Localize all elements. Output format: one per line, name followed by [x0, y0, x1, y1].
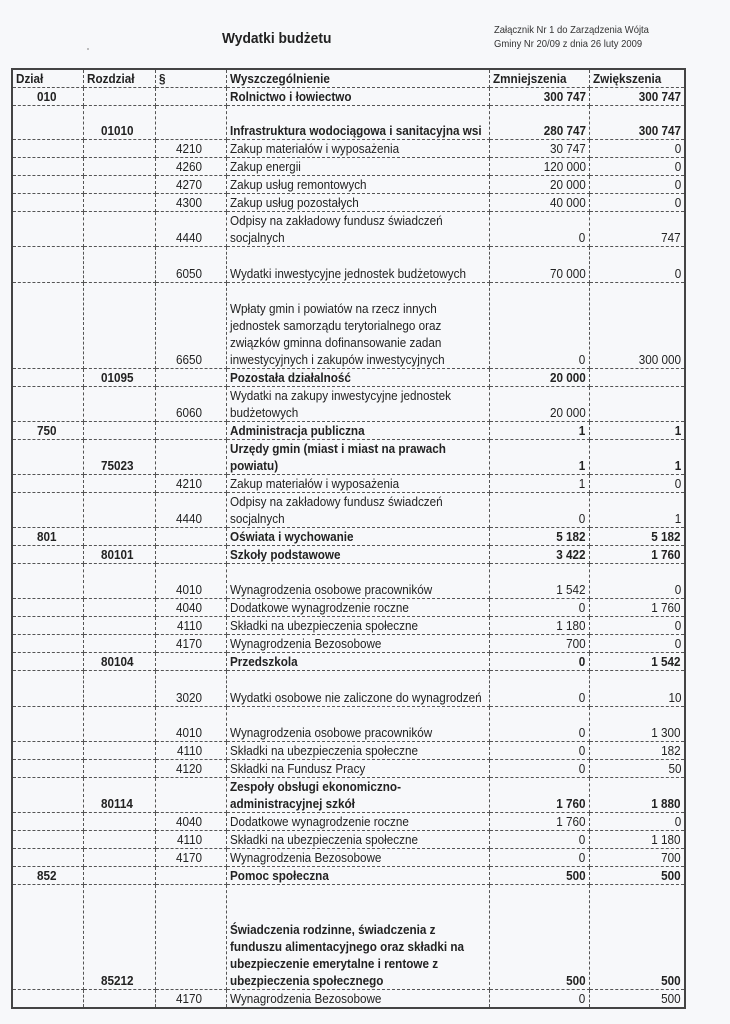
- cell-dzial: [12, 831, 83, 849]
- cell-increase: 0: [589, 194, 685, 212]
- cell-increase: 747: [589, 212, 685, 247]
- cell-dzial: [12, 475, 83, 493]
- cell-dzial: [12, 194, 83, 212]
- cell-description: Wynagrodzenia osobowe pracowników: [226, 707, 489, 742]
- cell-rozdzial: [83, 617, 155, 635]
- cell-paragraph: 4110: [155, 617, 226, 635]
- cell-decrease: 0: [489, 671, 589, 707]
- cell-rozdzial: [83, 493, 155, 528]
- cell-decrease: 500: [489, 867, 589, 885]
- cell-dzial: [12, 493, 83, 528]
- cell-decrease: 0: [489, 990, 589, 1009]
- cell-paragraph: 4040: [155, 813, 226, 831]
- cell-decrease: 500: [489, 885, 589, 990]
- table-row: [12, 493, 685, 528]
- cell-description: Zakup usług pozostałych: [226, 194, 489, 212]
- cell-dzial: [12, 369, 83, 387]
- cell-paragraph: [155, 778, 226, 813]
- cell-rozdzial: [83, 742, 155, 760]
- cell-description: Zakup energii: [226, 158, 489, 176]
- cell-description: Zespoły obsługi ekonomiczno-administracyjnej szkół: [226, 778, 489, 813]
- cell-increase: 1: [589, 440, 685, 475]
- cell-paragraph: [155, 88, 226, 106]
- table-row: [12, 88, 685, 106]
- table-row: [12, 671, 685, 707]
- cell-dzial: 801: [12, 528, 83, 546]
- cell-decrease: 1: [489, 422, 589, 440]
- cell-dzial: [12, 671, 83, 707]
- cell-increase: 182: [589, 742, 685, 760]
- cell-paragraph: 6050: [155, 247, 226, 283]
- cell-rozdzial: [83, 707, 155, 742]
- cell-paragraph: [155, 867, 226, 885]
- cell-paragraph: [155, 106, 226, 140]
- cell-description: Zakup materiałów i wyposażenia: [226, 475, 489, 493]
- cell-description: Przedszkola: [226, 653, 489, 671]
- cell-description: Składki na Fundusz Pracy: [226, 760, 489, 778]
- table-row: [12, 617, 685, 635]
- cell-description: Odpisy na zakładowy fundusz świadczeń socjalnych: [226, 493, 489, 528]
- cell-dzial: [12, 990, 83, 1009]
- budget-expenses-table: [11, 68, 686, 1009]
- cell-increase: 0: [589, 617, 685, 635]
- table-row: [12, 867, 685, 885]
- cell-paragraph: [155, 546, 226, 564]
- cell-decrease: 0: [489, 212, 589, 247]
- cell-rozdzial: [83, 387, 155, 422]
- cell-paragraph: 4120: [155, 760, 226, 778]
- cell-dzial: [12, 106, 83, 140]
- cell-increase: 500: [589, 885, 685, 990]
- cell-decrease: 1 760: [489, 778, 589, 813]
- table-row: [12, 849, 685, 867]
- table-row: [12, 528, 685, 546]
- cell-dzial: [12, 440, 83, 475]
- cell-dzial: [12, 885, 83, 990]
- cell-paragraph: 3020: [155, 671, 226, 707]
- cell-dzial: [12, 212, 83, 247]
- cell-paragraph: [155, 885, 226, 990]
- cell-rozdzial: [83, 140, 155, 158]
- cell-dzial: [12, 176, 83, 194]
- cell-increase: 1 880: [589, 778, 685, 813]
- cell-paragraph: 4260: [155, 158, 226, 176]
- cell-dzial: 852: [12, 867, 83, 885]
- cell-rozdzial: [83, 635, 155, 653]
- cell-description: Wydatki inwestycyjne jednostek budżetowych: [226, 247, 489, 283]
- cell-description: Administracja publiczna: [226, 422, 489, 440]
- cell-rozdzial: [83, 158, 155, 176]
- cell-paragraph: 4270: [155, 176, 226, 194]
- cell-paragraph: 6650: [155, 283, 226, 369]
- table-row: [12, 212, 685, 247]
- table-row: [12, 158, 685, 176]
- cell-rozdzial: [83, 599, 155, 617]
- cell-paragraph: 4010: [155, 564, 226, 599]
- table-row: [12, 247, 685, 283]
- table-row: [12, 707, 685, 742]
- cell-decrease: 120 000: [489, 158, 589, 176]
- cell-decrease: 700: [489, 635, 589, 653]
- cell-increase: 1: [589, 493, 685, 528]
- cell-increase: 0: [589, 475, 685, 493]
- table-row: [12, 422, 685, 440]
- cell-rozdzial: [83, 283, 155, 369]
- cell-decrease: 70 000: [489, 247, 589, 283]
- cell-increase: 1 760: [589, 599, 685, 617]
- cell-rozdzial: [83, 528, 155, 546]
- cell-increase: 1 180: [589, 831, 685, 849]
- cell-description: Pomoc społeczna: [226, 867, 489, 885]
- cell-paragraph: 4170: [155, 990, 226, 1009]
- cell-dzial: [12, 546, 83, 564]
- table-row: [12, 760, 685, 778]
- cell-description: Pozostała działalność: [226, 369, 489, 387]
- table-row: [12, 831, 685, 849]
- cell-increase: 700: [589, 849, 685, 867]
- cell-decrease: 40 000: [489, 194, 589, 212]
- annex-note-line1: Załącznik Nr 1 do Zarządzenia Wójta: [494, 24, 649, 36]
- cell-increase: 10: [589, 671, 685, 707]
- cell-paragraph: 4210: [155, 475, 226, 493]
- cell-rozdzial: [83, 831, 155, 849]
- cell-description: Świadczenia rodzinne, świadczenia z funduszu alimentacyjnego oraz składki na ubezpieczenie emerytalne i rentowe z ubezpieczenia społecznego: [226, 885, 489, 990]
- cell-decrease: 1 760: [489, 813, 589, 831]
- cell-rozdzial: 80114: [83, 778, 155, 813]
- col-header-description: Wyszczególnienie: [226, 69, 489, 88]
- annex-note-line2: Gminy Nr 20/09 z dnia 26 luty 2009: [494, 38, 643, 50]
- cell-description: Odpisy na zakładowy fundusz świadczeń socjalnych: [226, 212, 489, 247]
- cell-decrease: 300 747: [489, 88, 589, 106]
- table-row: [12, 990, 685, 1009]
- cell-rozdzial: [83, 867, 155, 885]
- cell-dzial: 010: [12, 88, 83, 106]
- table-row: [12, 475, 685, 493]
- cell-rozdzial: [83, 849, 155, 867]
- cell-rozdzial: [83, 212, 155, 247]
- table-row: [12, 653, 685, 671]
- table-row: [12, 635, 685, 653]
- cell-description: Składki na ubezpieczenia społeczne: [226, 831, 489, 849]
- table-row: [12, 369, 685, 387]
- cell-rozdzial: [83, 564, 155, 599]
- cell-description: Wynagrodzenia Bezosobowe: [226, 990, 489, 1009]
- cell-paragraph: [155, 369, 226, 387]
- cell-increase: 1 760: [589, 546, 685, 564]
- col-header-dzial: Dział: [12, 69, 83, 88]
- cell-description: Szkoły podstawowe: [226, 546, 489, 564]
- cell-description: Zakup materiałów i wyposażenia: [226, 140, 489, 158]
- cell-description: Oświata i wychowanie: [226, 528, 489, 546]
- cell-increase: [589, 369, 685, 387]
- cell-decrease: 20 000: [489, 387, 589, 422]
- cell-rozdzial: [83, 88, 155, 106]
- cell-increase: 0: [589, 813, 685, 831]
- cell-description: Urzędy gmin (miast i miast na prawach powiatu): [226, 440, 489, 475]
- table-row: [12, 599, 685, 617]
- cell-decrease: 30 747: [489, 140, 589, 158]
- cell-dzial: [12, 158, 83, 176]
- cell-description: Wynagrodzenia osobowe pracowników: [226, 564, 489, 599]
- cell-dzial: [12, 564, 83, 599]
- cell-description: Wpłaty gmin i powiatów na rzecz innych jednostek samorządu terytorialnego oraz związków gminna dofinansowanie zadan inwestycyjnych i zakupów inwestycyjnych: [226, 283, 489, 369]
- cell-dzial: [12, 742, 83, 760]
- col-header-increases: Zwiększenia: [589, 69, 685, 88]
- cell-increase: 50: [589, 760, 685, 778]
- cell-rozdzial: 01095: [83, 369, 155, 387]
- cell-paragraph: 4170: [155, 635, 226, 653]
- table-header-row: [12, 69, 685, 88]
- col-header-rozdzial: Rozdział: [83, 69, 155, 88]
- cell-paragraph: 4170: [155, 849, 226, 867]
- page-title: Wydatki budżetu: [222, 30, 332, 47]
- cell-dzial: [12, 707, 83, 742]
- cell-increase: 0: [589, 176, 685, 194]
- cell-paragraph: 4040: [155, 599, 226, 617]
- cell-decrease: 5 182: [489, 528, 589, 546]
- cell-decrease: 0: [489, 707, 589, 742]
- cell-dzial: 750: [12, 422, 83, 440]
- cell-decrease: 3 422: [489, 546, 589, 564]
- cell-decrease: 0: [489, 653, 589, 671]
- cell-increase: 300 000: [589, 283, 685, 369]
- table-row: [12, 140, 685, 158]
- cell-paragraph: 4110: [155, 742, 226, 760]
- cell-description: Wynagrodzenia Bezosobowe: [226, 849, 489, 867]
- cell-paragraph: [155, 440, 226, 475]
- cell-decrease: 0: [489, 849, 589, 867]
- cell-paragraph: 4300: [155, 194, 226, 212]
- cell-rozdzial: [83, 422, 155, 440]
- cell-decrease: 0: [489, 283, 589, 369]
- cell-rozdzial: 80104: [83, 653, 155, 671]
- cell-increase: 1 300: [589, 707, 685, 742]
- table-row: [12, 813, 685, 831]
- cell-increase: 0: [589, 635, 685, 653]
- table-row: [12, 885, 685, 990]
- table-row: [12, 564, 685, 599]
- cell-decrease: 1 180: [489, 617, 589, 635]
- cell-decrease: 1: [489, 440, 589, 475]
- cell-increase: [589, 387, 685, 422]
- col-header-paragraph: §: [155, 69, 226, 88]
- cell-paragraph: 6060: [155, 387, 226, 422]
- cell-description: Dodatkowe wynagrodzenie roczne: [226, 813, 489, 831]
- cell-increase: 500: [589, 990, 685, 1009]
- cell-rozdzial: 85212: [83, 885, 155, 990]
- cell-decrease: 0: [489, 831, 589, 849]
- cell-decrease: 280 747: [489, 106, 589, 140]
- cell-description: Składki na ubezpieczenia społeczne: [226, 617, 489, 635]
- col-header-decreases: Zmniejszenia: [489, 69, 589, 88]
- cell-description: Rolnictwo i łowiectwo: [226, 88, 489, 106]
- cell-dzial: [12, 778, 83, 813]
- table-row: [12, 106, 685, 140]
- cell-paragraph: 4440: [155, 212, 226, 247]
- cell-rozdzial: [83, 760, 155, 778]
- cell-increase: 300 747: [589, 106, 685, 140]
- cell-description: Wynagrodzenia Bezosobowe: [226, 635, 489, 653]
- cell-dzial: [12, 760, 83, 778]
- cell-increase: 500: [589, 867, 685, 885]
- cell-rozdzial: 75023: [83, 440, 155, 475]
- cell-rozdzial: [83, 247, 155, 283]
- cell-dzial: [12, 387, 83, 422]
- cell-rozdzial: [83, 176, 155, 194]
- cell-description: Zakup usług remontowych: [226, 176, 489, 194]
- table-row: [12, 387, 685, 422]
- cell-description: Wydatki na zakupy inwestycyjne jednostek budżetowych: [226, 387, 489, 422]
- table-row: [12, 194, 685, 212]
- cell-paragraph: 4010: [155, 707, 226, 742]
- cell-increase: 0: [589, 140, 685, 158]
- cell-dzial: [12, 635, 83, 653]
- cell-description: Dodatkowe wynagrodzenie roczne: [226, 599, 489, 617]
- cell-increase: 0: [589, 247, 685, 283]
- cell-increase: 1 542: [589, 653, 685, 671]
- cell-dzial: [12, 140, 83, 158]
- cell-paragraph: [155, 528, 226, 546]
- cell-description: Wydatki osobowe nie zaliczone do wynagrodzeń: [226, 671, 489, 707]
- cell-description: Infrastruktura wodociągowa i sanitacyjna wsi: [226, 106, 489, 140]
- cell-increase: 1: [589, 422, 685, 440]
- table-row: [12, 546, 685, 564]
- cell-decrease: 0: [489, 742, 589, 760]
- cell-decrease: 1 542: [489, 564, 589, 599]
- cell-increase: 0: [589, 564, 685, 599]
- cell-rozdzial: [83, 671, 155, 707]
- cell-paragraph: 4110: [155, 831, 226, 849]
- cell-paragraph: 4440: [155, 493, 226, 528]
- cell-paragraph: [155, 653, 226, 671]
- cell-rozdzial: [83, 475, 155, 493]
- cell-paragraph: 4210: [155, 140, 226, 158]
- table-row: [12, 742, 685, 760]
- scan-speck: [87, 48, 89, 50]
- cell-rozdzial: [83, 990, 155, 1009]
- cell-rozdzial: [83, 813, 155, 831]
- cell-dzial: [12, 813, 83, 831]
- cell-increase: 300 747: [589, 88, 685, 106]
- cell-dzial: [12, 617, 83, 635]
- cell-dzial: [12, 653, 83, 671]
- cell-dzial: [12, 247, 83, 283]
- cell-paragraph: [155, 422, 226, 440]
- table-row: [12, 283, 685, 369]
- cell-decrease: 0: [489, 599, 589, 617]
- cell-rozdzial: [83, 194, 155, 212]
- cell-decrease: 20 000: [489, 176, 589, 194]
- cell-decrease: 20 000: [489, 369, 589, 387]
- cell-description: Składki na ubezpieczenia społeczne: [226, 742, 489, 760]
- cell-rozdzial: 80101: [83, 546, 155, 564]
- cell-dzial: [12, 599, 83, 617]
- cell-rozdzial: 01010: [83, 106, 155, 140]
- cell-decrease: 1: [489, 475, 589, 493]
- cell-dzial: [12, 849, 83, 867]
- table-row: [12, 778, 685, 813]
- table-row: [12, 440, 685, 475]
- cell-decrease: 0: [489, 760, 589, 778]
- cell-increase: 0: [589, 158, 685, 176]
- cell-dzial: [12, 283, 83, 369]
- cell-increase: 5 182: [589, 528, 685, 546]
- cell-decrease: 0: [489, 493, 589, 528]
- table-body: [12, 88, 685, 1009]
- table-row: [12, 176, 685, 194]
